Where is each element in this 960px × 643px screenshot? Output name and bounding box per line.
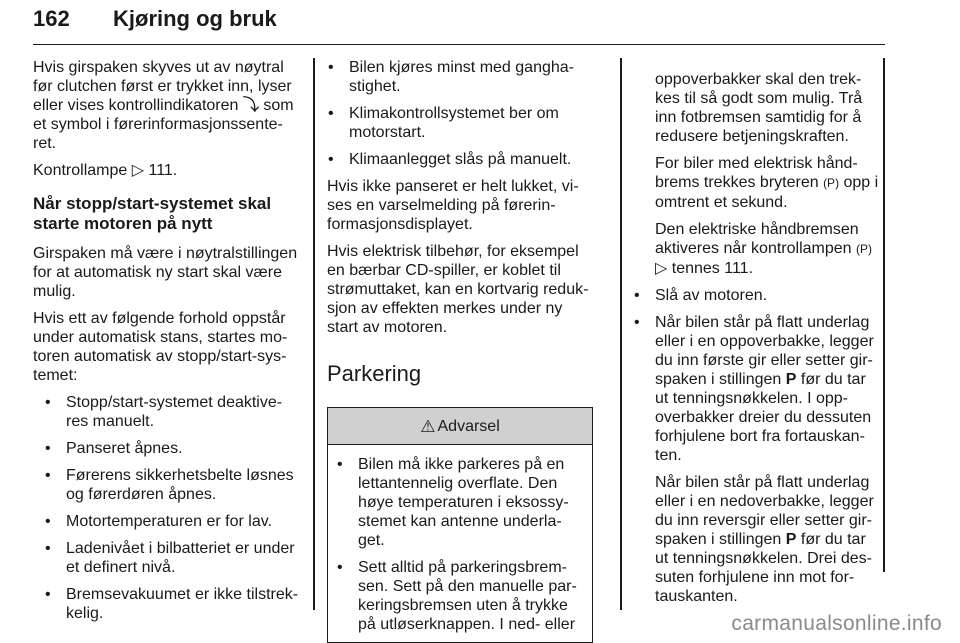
list-item: • Førerens sikkerhetsbelte løsnes og førerdøren åpnes. <box>33 466 301 504</box>
paragraph-indicator: Hvis girspaken skyves ut av nøytral før clutchen først er trykket inn, lyser eller vises kontrollindikatoren ⤵ som et symbol i førerinformasjonssente-ret. <box>33 59 294 152</box>
parking-steps-list <box>633 286 883 465</box>
list-item: • Panseret åpnes. <box>33 439 301 458</box>
paragraph-electric-brake: For biler med elektrisk hånd-brems trekkes bryteren (P) opp i omtrent et sekund. <box>655 155 879 211</box>
page-header <box>33 6 885 45</box>
column-2 <box>327 58 592 643</box>
parking-brake-symbol-icon: (P) <box>855 242 872 256</box>
list-item: • Klimaanlegget slås på manuelt. <box>327 150 592 169</box>
paragraph-hood-warning: Hvis ikke panseret er helt lukket, vi-ses en varselmelding på førerin-formasjonsdisplayet. <box>327 178 579 233</box>
list-item: • Bremsevakuumet er ikke tilstrek-kelig. <box>33 585 301 623</box>
column-divider-2 <box>620 58 622 610</box>
list-item: • Når bilen står på flatt underlag eller i en oppoverbakke, legger du inn første gir eller setter gir-spaken i stillingen P før du tar ut tenningsnøkkelen. I opp-overbakker dreier du dessuten forhjulene bort fra fortauskan-ten. <box>633 313 883 465</box>
list-item: • Bilen kjøres minst med gangha-stighet. <box>327 58 592 96</box>
section-title: Kjøring og bruk <box>113 6 277 31</box>
page-reference-arrow-icon: ▷ <box>655 260 668 277</box>
column-divider-3 <box>883 58 885 572</box>
warning-box <box>327 407 593 643</box>
list-item: • Klimakontrollsystemet ber om motorstart. <box>327 104 592 142</box>
autostop-indicator-icon: ⤵ <box>242 97 259 114</box>
list-item: • Stopp/start-systemet deaktive-res manuelt. <box>33 393 301 431</box>
page-number: 162 <box>33 6 70 31</box>
column-3 <box>633 58 883 614</box>
column-1 <box>33 58 301 631</box>
warning-header <box>328 408 592 445</box>
list-item: • Slå av motoren. <box>633 286 883 305</box>
conditions-list <box>33 393 301 623</box>
paragraph-conditions: Hvis ett av følgende forhold oppstår under automatisk stans, startes mo-toren automatisk av stopp/start-sys-temet: <box>33 310 288 384</box>
conditions-list-continued <box>327 58 592 169</box>
heading-parking: Parkering <box>327 361 422 386</box>
parking-brake-symbol-icon: (P) <box>823 176 840 190</box>
paragraph-neutral: Girspaken må være i nøytralstillingen for at automatisk ny start skal være mulig. <box>33 245 298 300</box>
warning-body <box>328 445 592 634</box>
paragraph-accessories: Hvis elektrisk tilbehør, for eksempel en bærbar CD-spiller, er koblet til strømuttaket, kan en kortvarig reduk-sjon av effekten merkes under ny start av motoren. <box>327 243 589 336</box>
page-reference-arrow-icon: ▷ <box>131 162 145 179</box>
warning-list <box>336 455 584 634</box>
warning-title: Advarsel <box>437 417 500 435</box>
list-item: • Motortemperaturen er for lav. <box>33 512 301 531</box>
paragraph-uphill: oppoverbakker skal den trek-kes til så godt som mulig. Trå inn fotbremsen samtidig for å redusere betjeningskraften. <box>655 71 863 145</box>
list-item: • Ladenivået i bilbatteriet er under et definert nivå. <box>33 539 301 577</box>
paragraph-control-lamp: Kontrollampe ▷ 111. <box>33 162 178 179</box>
warning-triangle-icon: ⚠ <box>420 416 436 436</box>
subheading-restart: Når stopp/start-systemet skal starte motoren på nytt <box>33 194 272 233</box>
paragraph-brake-lamp: Den elektriske håndbremsen aktiveres når kontrollampen (P) ▷ tennes 111. <box>655 221 872 277</box>
column-divider-1 <box>313 58 315 610</box>
list-item: • Sett alltid på parkeringsbrem-sen. Sett på den manuelle par-keringsbremsen uten å trykke på utløserknappen. I ned- eller <box>336 558 584 634</box>
list-item: • Bilen må ikke parkeres på en lettantennelig overflate. Den høye temperaturen i eksossy-stemet kan antenne underla-get. <box>336 455 584 550</box>
paragraph-downhill: Når bilen står på flatt underlag eller i en nedoverbakke, legger du inn reversgir eller setter gir-spaken i stillingen P før du tar ut tenningsnøkkelen. Drei des-suten forhjulene inn mot for-tauskanten. <box>655 474 874 605</box>
watermark: carmanualsonline.info <box>731 612 942 635</box>
